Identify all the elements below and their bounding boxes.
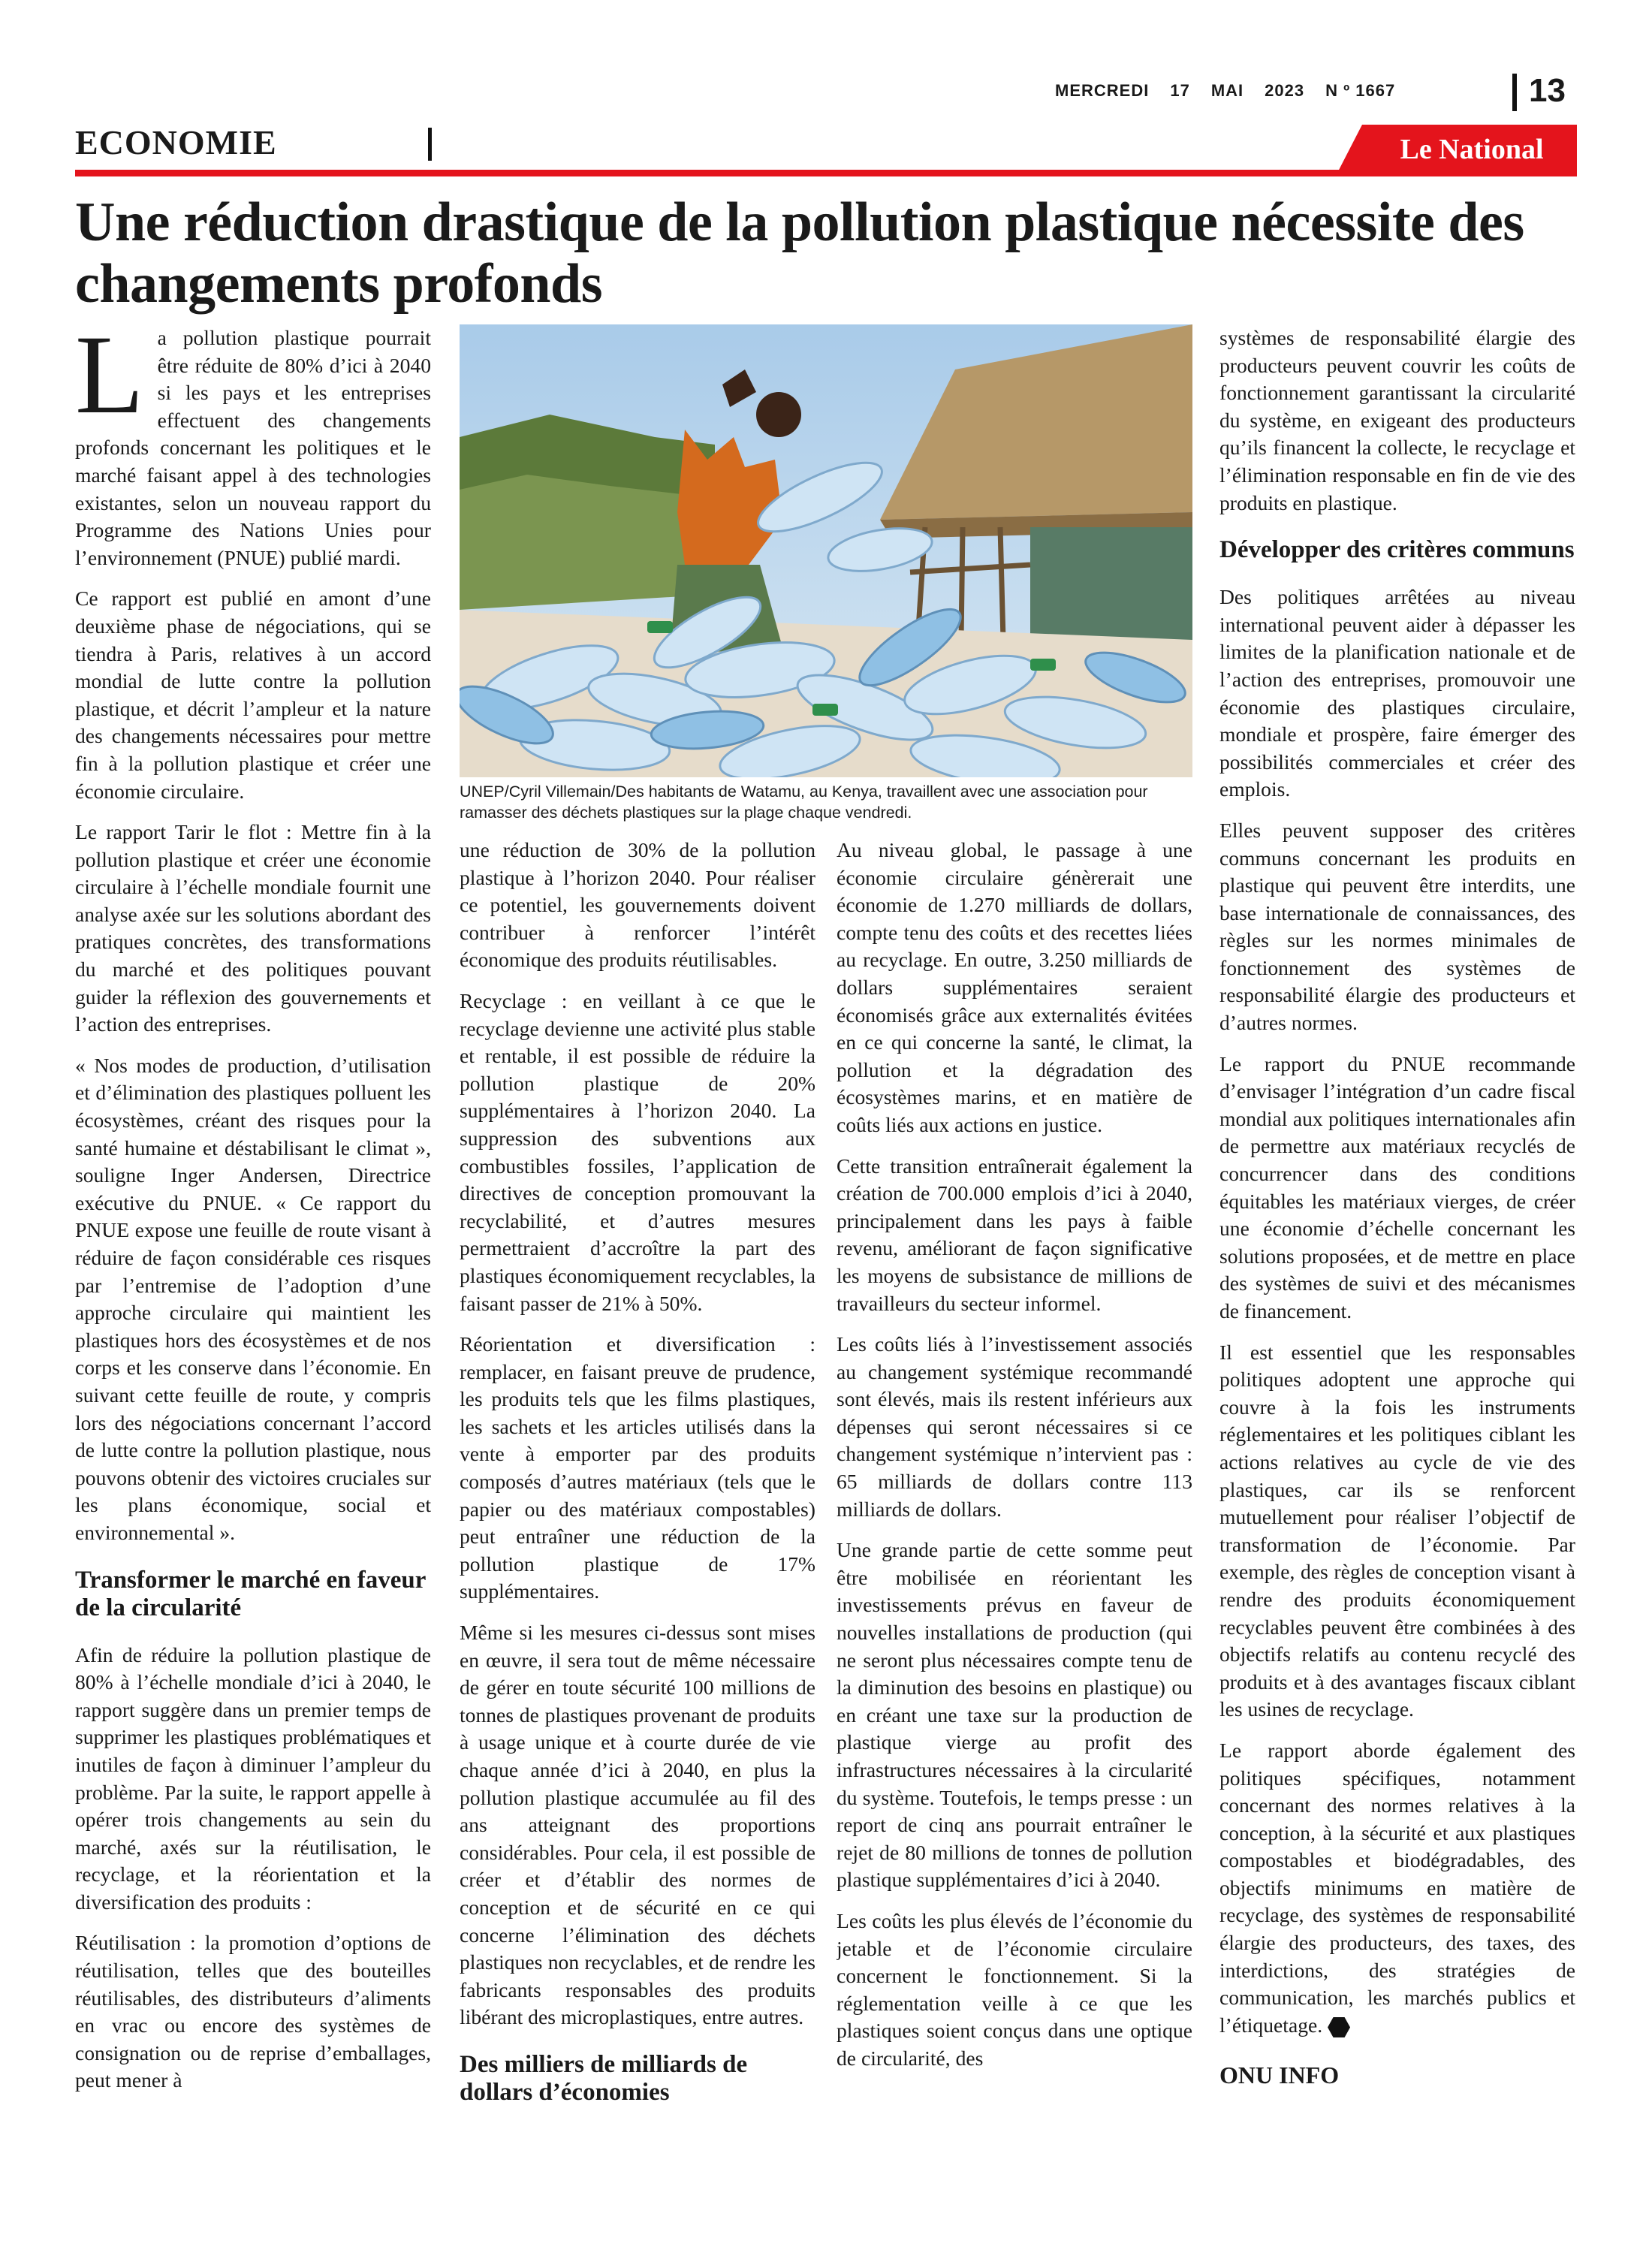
brand-logo: Le National <box>1400 134 1544 165</box>
paragraph: Les coûts liés à l’investissement associés au changement systémique recommandé sont élevés, mais ils restent inférieurs aux dépenses qui seront nécessaires si ce changement systémique n’intervient pas : 65 milliards de dollars contre 113 milliards de dollars. <box>837 1332 1192 1521</box>
column-4 <box>1219 324 1575 2157</box>
header-rule <box>75 170 1577 176</box>
subheading-savings: Des milliers de milliards de dollars d’économies <box>460 2050 748 2106</box>
paragraph: « Nos modes de production, d’utilisation et d’élimination des plastiques polluent les écosystèmes, créant des risques pour la santé humaine et déstabilisant le climat », souligne Inger Andersen, Directrice exécutive du PNUE. « Ce rapport du PNUE expose une feuille de route visant à réduire de façon considérable ces risques par l’entremise de l’adoption d’une approche circulaire qui maintient les plastiques hors des écosystèmes et de nos corps et les conserve dans l’économie. En suivant cette feuille de route, y compris lors des négociations concernant l’accord de lutte contre la pollution plastique, nous pouvons obtenir des victoires cruciales sur les plans économique, social et environnemental ». <box>75 1053 431 1544</box>
byline-source: ONU INFO <box>1219 2061 1340 2089</box>
paragraph: Une grande partie de cette somme peut être mobilisée en réorientant les investissements prévus en faveur de nouvelles installations de production (qui ne seront plus nécessaires compte tenu de la diminution des besoins en plastique) ou en créant une taxe sur la production de plastique vierge au profit des infrastructures nécessaires à la circularité du système. Toutefois, le temps presse : un report de cinq ans pourrait entraîner le rejet de 80 millions de tonnes de pollution plastique supplémentaires d’ici à 2040. <box>837 1538 1192 1892</box>
paragraph: Il est essentiel que les responsables politiques adoptent une approche qui couvre à la fois les instruments réglementaires et les politiques ciblant les actions relatives au cycle de vie des plastiques, car ils se renforcent mutuellement pour réaliser l’objectif de transformation de l’économie. Par exemple, des règles de conception visant à rendre des produits économiquement recyclables peuvent être combinées à des objectifs relatifs au contenu recyclé des produits et à des avantages fiscaux ciblant les usines de recyclage. <box>1219 1340 1575 1721</box>
photo-caption: UNEP/Cyril Villemain/Des habitants de Watamu, au Kenya, travaillent avec une association pour ramasser des déchets plastiques sur la plage chaque vendredi. <box>460 783 1148 822</box>
column-2 <box>460 837 815 2158</box>
subheading-market: Transformer le marché en faveur de la circularité <box>75 1566 426 1621</box>
closing-text: Le rapport aborde également des politiques spécifiques, notamment concernant des normes relatives à la conception, à la sécurité et aux plastiques compostables et biodégradables, des objectifs minimums en matière de recyclage, des systèmes de responsabilité élargie des producteurs, des taxes, des interdictions, des stratégies de communication, les marchés publics et l’étiquetage. <box>1219 1738 1575 2037</box>
day: MERCREDI <box>1055 81 1150 100</box>
column-1 <box>75 324 431 2157</box>
page-number: 13 <box>1529 72 1566 109</box>
paragraph: Les coûts les plus élevés de l’économie du jetable et de l’économie circulaire concernent le fonctionnement. Si la réglementation veille à ce que les plastiques soient conçus dans une optique de circularité, des <box>837 1908 1192 2070</box>
issue-number: N º 1667 <box>1325 81 1396 100</box>
month: MAI <box>1210 81 1244 100</box>
paragraph: Réutilisation : la promotion d’options de réutilisation, telles que des bouteilles réutilisables, des distributeurs d’aliments en vrac ou encore des systèmes de consignation ou de reprise d’emballages, peut mener à <box>75 1931 431 2092</box>
paragraph: Le rapport du PNUE recommande d’envisager l’intégration d’un cadre fiscal mondial aux politiques internationales afin de permettre aux matériaux recyclés de concurrencer dans des conditions équitables les matériaux vierges, de créer une économie d’échelle concernant les solutions proposées, et de mettre en place des systèmes de suivi et des mécanismes de financement. <box>1219 1051 1575 1323</box>
page-number-divider <box>1512 74 1517 111</box>
column-3 <box>837 837 1192 2158</box>
paragraph: Le rapport Tarir le flot : Mettre fin à la pollution plastique et créer une économie circulaire à l’échelle mondiale fournit une analyse axée sur les solutions abordant des pratiques concrètes, des transformations du marché et des politiques pouvant guider la réflexion des gouvernements et l’action des entreprises. <box>75 820 431 1036</box>
paragraph: Elles peuvent supposer des critères communs concernant les produits en plastique qui peuvent être interdits, une base internationale de connaissances, des règles sur les normes minimales de fonctionnement des systèmes de responsabilité élargie des producteurs et d’autres normes. <box>1219 818 1575 1035</box>
section-title: ECONOMIE <box>75 123 277 161</box>
paragraph: systèmes de responsabilité élargie des producteurs peuvent couvrir les coûts de fonctionnement garantissant la circularité du système, en exigeant des producteurs qu’ils financent la collecte, le recyclage et l’élimination responsable en fin de vie des produits en plastique. <box>1219 326 1575 514</box>
article-photo <box>460 324 1192 777</box>
paragraph: Ce rapport est publié en amont d’une deuxième phase de négociations, qui se tiendra à Paris, relatives à un accord mondial de lutte contre la pollution plastique, et décrit l’ampleur et la nature des changements nécessaires pour mettre fin à la pollution plastique et créer une économie circulaire. <box>75 587 431 803</box>
section-divider <box>428 128 432 161</box>
drop-cap: L <box>75 324 144 437</box>
paragraph: Afin de réduire la pollution plastique de 80% à l’échelle mondiale d’ici à 2040, le rapport suggère dans un premier temps de supprimer les plastiques problématiques et inutiles de façon à diminuer l’ampleur du problème. Par la suite, le rapport appelle à opérer trois changements au sein du marché, axés sur la réutilisation, le recyclage, et la réorientation et la diversification des produits : <box>75 1642 431 1914</box>
headline: Une réduction drastique de la pollution plastique nécessite des changements profonds <box>75 192 1524 315</box>
paragraph: Réorientation et diversification : remplacer, en faisant preuve de prudence, les produits tels que les films plastiques, les sachets et les articles utilisés dans la vente à emporter par des produits composés d’autres matériaux (tels que le papier ou des matériaux compostables) peut entraîner une réduction de la pollution plastique de 17% supplémentaires. <box>460 1332 815 1603</box>
paragraph: Des politiques arrêtées au niveau international peuvent aider à dépasser les limites de la planification nationale et de l’action des entreprises, promouvoir une économie des plastiques circulaire, mondiale et prospère, faire émerger des possibilités commerciales et créer des emplois. <box>1219 585 1575 801</box>
subheading-criteria: Développer des critères communs <box>1219 536 1575 564</box>
beach-cleanup-illustration <box>460 324 1192 777</box>
lead-paragraph <box>75 324 431 572</box>
end-of-article-icon <box>1328 2016 1350 2039</box>
paragraph: Cette transition entraînerait également la création de 700.000 emplois d’ici à 2040, principalement dans les pays à faible revenu, améliorant de façon significative les moyens de subsistance de millions de travailleurs du secteur informel. <box>837 1154 1192 1315</box>
paragraph <box>1219 1737 1575 2040</box>
paragraph: Recyclage : en veillant à ce que le recyclage devienne une activité plus stable et rentable, il est possible de réduire la pollution plastique de 20% supplémentaires à l’horizon 2040. La suppression des subventions aux combustibles fossiles, l’application de directives de conception promouvant la recyclabilité, et d’autres mesures permettraient d’accroître la part des plastiques économiquement recyclables, la faisant passer de 21% à 50%. <box>460 988 815 1315</box>
paragraph: Même si les mesures ci-dessus sont mises en œuvre, il sera tout de même nécessaire de gérer en toute sécurité 100 millions de tonnes de plastiques provenant de produits à usage unique et à courte durée de vie chaque année d’ici à 2040, en plus la pollution plastique accumulée au fil des ans atteignant des proportions considérables. Pour cela, il est possible de créer et d’établir des normes de conception et de sécurité en ce qui concerne l’élimination des déchets plastiques non recyclables, et de rendre les fabricants responsables des produits libérant des microplastiques, entre autres. <box>460 1621 815 2029</box>
issue-dateline <box>1055 81 1416 101</box>
date-number: 17 <box>1170 81 1190 100</box>
year: 2023 <box>1265 81 1305 100</box>
paragraph: Au niveau global, le passage à une économie circulaire génèrerait une économie de 1.270 milliards de dollars, compte tenu des coûts et des recettes liées au recyclage. En outre, 3.250 milliards de dollars supplémentaires seraient économisés grâce aux externalités évitées en ce qui concerne la santé, le climat, la pollution et la dégradation des écosystèmes marins, et en matière de coûts liés aux actions en justice. <box>837 838 1192 1136</box>
lead-text: a pollution plastique pourrait être réduite de 80% d’ici à 2040 si les pays et les entreprises effectuent des changements profonds concernant les politiques et le marché faisant appel à des technologies existantes, selon un nouveau rapport du Programme des Nations Unies pour l’environnement (PNUE) publié mardi. <box>75 326 431 569</box>
paragraph: une réduction de 30% de la pollution plastique à l’horizon 2040. Pour réaliser ce potentiel, les gouvernements doivent contribuer à renforcer l’intérêt économique des produits réutilisables. <box>460 838 815 972</box>
